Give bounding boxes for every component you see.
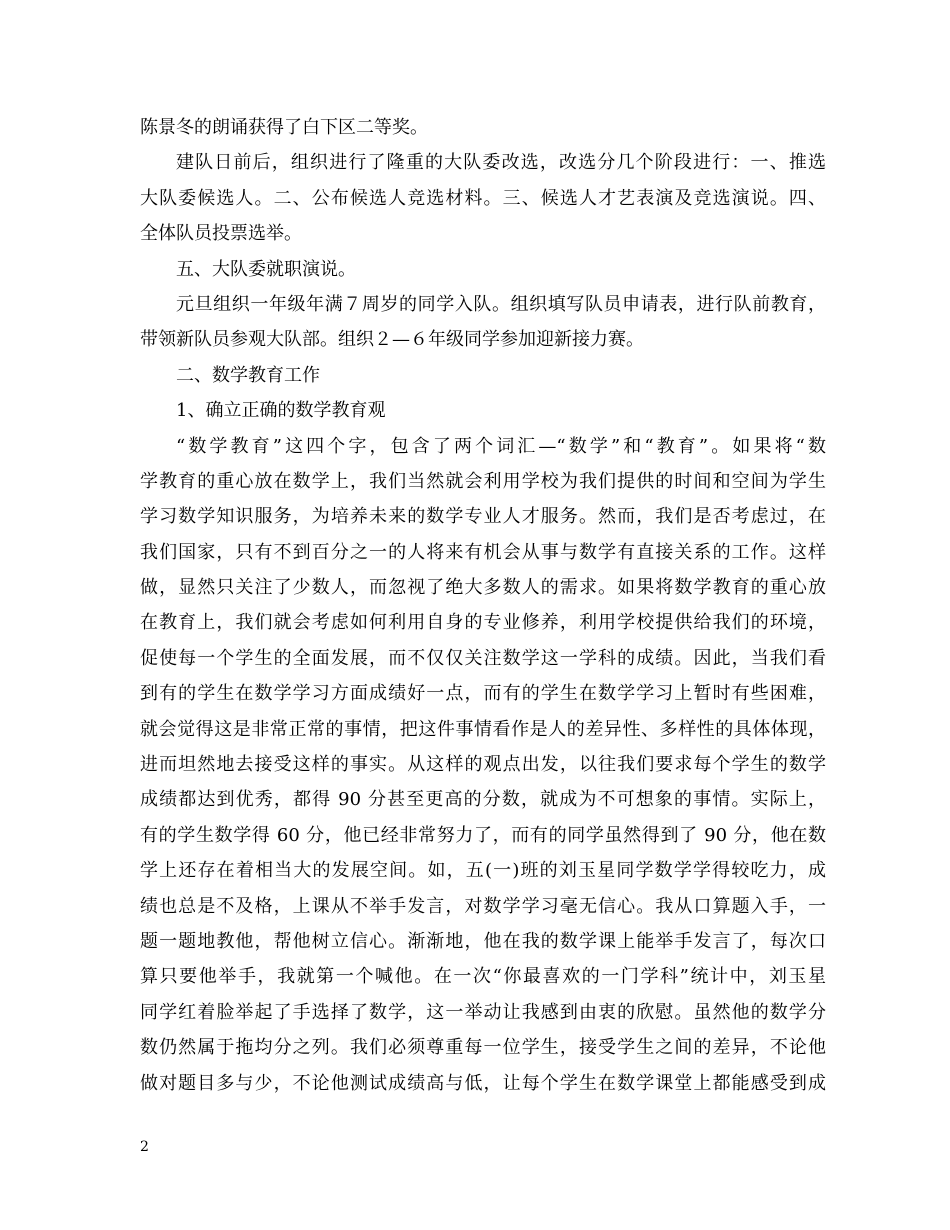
text-line: 同学红着脸举起了手选择了数学，这一举动让我感到由衷的欣慰。虽然他的数学分 bbox=[140, 1001, 826, 1023]
text-line: 五、大队委就职演说。 bbox=[176, 258, 356, 280]
text-line: 全体队员投票选举。 bbox=[140, 223, 302, 245]
text-line: 促使每一个学生的全面发展，而不仅仅关注数学这一学科的成绩。因此，当我们看 bbox=[140, 647, 826, 669]
text-line: 带领新队员参观大队部。组织２—６年级同学参加迎新接力赛。 bbox=[140, 329, 644, 351]
text-line: 我们国家，只有不到百分之一的人将来有机会从事与数学有直接关系的工作。这样 bbox=[140, 541, 826, 563]
text-line: 成绩都达到优秀，都得 90 分甚至更高的分数，就成为不可想象的事情。实际上， bbox=[140, 789, 826, 811]
text-line: 就会觉得这是非常正常的事情，把这件事情看作是人的差异性、多样性的具体体现， bbox=[140, 718, 826, 740]
section-heading: 二、数学教育工作 bbox=[176, 364, 320, 386]
text-line: 大队委候选人。二、公布候选人竞选材料。三、候选人才艺表演及竞选演说。四、 bbox=[140, 187, 826, 209]
text-line: 有的学生数学得 60 分，他已经非常努力了，而有的同学虽然得到了 90 分，他在数 bbox=[140, 824, 826, 846]
text-line: 做，显然只关注了少数人，而忽视了绝大多数人的需求。如果将数学教育的重心放 bbox=[140, 577, 826, 599]
text-line: 学习数学知识服务，为培养未来的数学专业人才服务。然而，我们是否考虑过，在 bbox=[140, 506, 826, 528]
text-line: 做对题目多与少，不论他测试成绩高与低，让每个学生在数学课堂上都能感受到成 bbox=[140, 1072, 826, 1094]
document-body bbox=[140, 110, 826, 1101]
text-line: “数学教育”这四个字，包含了两个词汇—“数学”和“教育”。如果将“数 bbox=[176, 435, 826, 457]
page-number: 2 bbox=[140, 1139, 149, 1155]
text-line: 数仍然属于拖均分之列。我们必须尊重每一位学生，接受学生之间的差异，不论他 bbox=[140, 1037, 826, 1059]
text-line: 元旦组织一年级年满７周岁的同学入队。组织填写队员申请表，进行队前教育， bbox=[176, 293, 826, 315]
text-line: 到有的学生在数学学习方面成绩好一点，而有的学生在数学学习上暂时有些困难， bbox=[140, 683, 826, 705]
text-line: 陈景冬的朗诵获得了白下区二等奖。 bbox=[140, 117, 428, 138]
subsection-heading: 1、确立正确的数学教育观 bbox=[176, 400, 386, 422]
text-line: 学教育的重心放在数学上，我们当然就会利用学校为我们提供的时间和空间为学生 bbox=[140, 470, 826, 492]
text-line: 绩也总是不及格，上课从不举手发言，对数学学习毫无信心。我从口算题入手，一 bbox=[140, 895, 826, 917]
text-line: 算只要他举手，我就第一个喊他。在一次“你最喜欢的一门学科”统计中，刘玉星 bbox=[140, 966, 826, 988]
text-line: 在教育上，我们就会考虑如何利用自身的专业修养，利用学校提供给我们的环境， bbox=[140, 612, 826, 634]
text-line: 学上还存在着相当大的发展空间。如，五(一)班的刘玉星同学数学学得较吃力，成 bbox=[140, 860, 826, 882]
text-line: 题一题地教他，帮他树立信心。渐渐地，他在我的数学课上能举手发言了，每次口 bbox=[140, 930, 826, 952]
text-line: 进而坦然地去接受这样的事实。从这样的观点出发，以往我们要求每个学生的数学 bbox=[140, 754, 826, 776]
text-line: 建队日前后，组织进行了隆重的大队委改选，改选分几个阶段进行：一、推选 bbox=[176, 152, 826, 174]
